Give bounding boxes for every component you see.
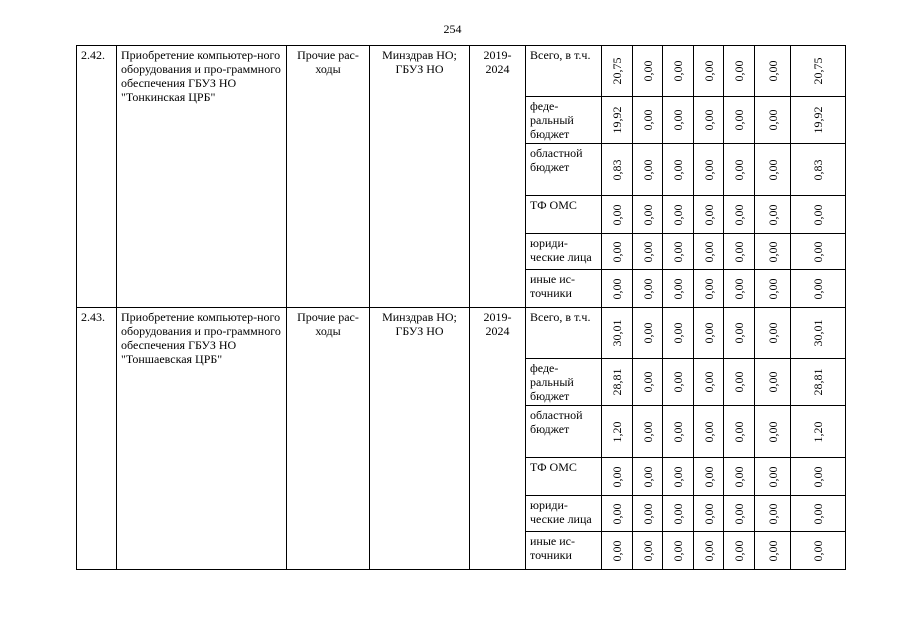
funding-source-label: юриди-ческие лица bbox=[526, 496, 602, 532]
value-cell bbox=[663, 196, 694, 234]
value-text: 0,00 bbox=[701, 466, 716, 487]
value-cell bbox=[791, 46, 846, 97]
value-text: 0,00 bbox=[732, 503, 746, 524]
value-cell bbox=[694, 308, 724, 359]
value-cell bbox=[663, 97, 694, 144]
value-text: 30,01 bbox=[811, 319, 825, 347]
value-cell bbox=[724, 97, 755, 144]
value-text: 0,00 bbox=[701, 421, 716, 442]
value-text: 0,00 bbox=[640, 60, 655, 82]
value-text: 19,92 bbox=[811, 106, 825, 134]
value-text: 0,00 bbox=[671, 371, 685, 393]
value-text: 0,00 bbox=[811, 241, 825, 262]
value-cell bbox=[724, 496, 755, 532]
value-text: 28,81 bbox=[610, 368, 624, 396]
value-text: 0,00 bbox=[610, 466, 624, 487]
value-cell bbox=[724, 532, 755, 570]
value-cell bbox=[602, 234, 633, 270]
value-cell bbox=[755, 144, 791, 196]
value-text: 0,00 bbox=[671, 466, 685, 487]
value-text: 0,00 bbox=[732, 278, 746, 299]
value-cell bbox=[633, 196, 663, 234]
value-text: 0,00 bbox=[732, 466, 746, 487]
value-text: 0,00 bbox=[671, 159, 685, 180]
value-text: 0,00 bbox=[671, 241, 685, 262]
value-cell bbox=[694, 270, 724, 308]
value-text: 0,00 bbox=[610, 503, 624, 524]
value-cell bbox=[791, 234, 846, 270]
value-cell bbox=[724, 270, 755, 308]
funding-source-label: ТФ ОМС bbox=[526, 458, 602, 496]
value-cell bbox=[633, 270, 663, 308]
funding-source-label: юриди-ческие лица bbox=[526, 234, 602, 270]
value-text: 0,00 bbox=[640, 159, 655, 180]
value-text: 0,00 bbox=[640, 204, 655, 225]
value-text: 0,00 bbox=[640, 241, 655, 262]
value-cell bbox=[791, 270, 846, 308]
value-text: 19,92 bbox=[610, 106, 624, 134]
value-cell bbox=[633, 97, 663, 144]
value-cell bbox=[755, 97, 791, 144]
value-cell bbox=[694, 97, 724, 144]
value-cell bbox=[633, 458, 663, 496]
period: 2019-2024 bbox=[470, 308, 526, 570]
value-cell bbox=[663, 458, 694, 496]
value-text: 0,00 bbox=[640, 322, 655, 344]
value-text: 0,00 bbox=[610, 241, 624, 262]
value-cell bbox=[755, 406, 791, 458]
value-cell bbox=[602, 359, 633, 406]
value-cell bbox=[791, 406, 846, 458]
value-text: 0,00 bbox=[732, 421, 746, 442]
value-text: 0,00 bbox=[765, 540, 780, 561]
value-cell bbox=[791, 144, 846, 196]
value-cell bbox=[724, 196, 755, 234]
value-cell bbox=[663, 234, 694, 270]
value-text: 0,00 bbox=[640, 109, 655, 131]
value-text: 0,83 bbox=[811, 159, 825, 180]
value-text: 20,75 bbox=[610, 57, 624, 85]
value-cell bbox=[724, 144, 755, 196]
value-cell bbox=[755, 234, 791, 270]
value-text: 0,00 bbox=[640, 540, 655, 561]
funding-source-label: ТФ ОМС bbox=[526, 196, 602, 234]
value-cell bbox=[694, 532, 724, 570]
value-text: 0,00 bbox=[765, 322, 780, 344]
value-cell bbox=[602, 458, 633, 496]
value-text: 0,00 bbox=[671, 421, 685, 442]
value-text: 0,00 bbox=[765, 503, 780, 524]
value-text: 0,00 bbox=[701, 322, 716, 344]
value-text: 1,20 bbox=[610, 421, 624, 442]
value-text: 0,00 bbox=[610, 204, 624, 225]
funding-source-label: областной бюджет bbox=[526, 406, 602, 458]
value-text: 0,00 bbox=[732, 204, 746, 225]
value-text: 0,00 bbox=[732, 241, 746, 262]
value-text: 0,00 bbox=[811, 204, 825, 225]
value-cell bbox=[663, 308, 694, 359]
value-text: 0,00 bbox=[671, 540, 685, 561]
value-cell bbox=[791, 359, 846, 406]
value-cell bbox=[633, 234, 663, 270]
value-text: 0,00 bbox=[640, 371, 655, 393]
value-cell bbox=[633, 406, 663, 458]
value-cell bbox=[791, 458, 846, 496]
value-cell bbox=[602, 270, 633, 308]
value-cell bbox=[633, 144, 663, 196]
value-cell bbox=[633, 308, 663, 359]
value-text: 30,01 bbox=[610, 319, 624, 347]
value-cell bbox=[602, 144, 633, 196]
period: 2019-2024 bbox=[470, 46, 526, 308]
value-cell bbox=[663, 496, 694, 532]
value-cell bbox=[755, 532, 791, 570]
value-text: 0,00 bbox=[701, 204, 716, 225]
value-cell bbox=[724, 359, 755, 406]
item-name: Приобретение компьютер-ного оборудования и про-граммного обеспечения ГБУЗ НО "Тонкинская ЦРБ" bbox=[117, 46, 287, 308]
value-text: 0,00 bbox=[701, 278, 716, 299]
value-text: 0,00 bbox=[765, 421, 780, 442]
value-text: 0,00 bbox=[765, 109, 780, 131]
expense-type: Прочие рас-ходы bbox=[287, 46, 370, 308]
value-text: 0,00 bbox=[640, 278, 655, 299]
value-text: 0,00 bbox=[811, 503, 825, 524]
value-text: 0,00 bbox=[701, 540, 716, 561]
value-text: 0,00 bbox=[671, 322, 685, 344]
value-text: 0,00 bbox=[671, 109, 685, 131]
value-text: 0,00 bbox=[765, 466, 780, 487]
table-row bbox=[77, 46, 846, 97]
value-cell bbox=[724, 308, 755, 359]
expense-type: Прочие рас-ходы bbox=[287, 308, 370, 570]
value-cell bbox=[663, 406, 694, 458]
value-cell bbox=[724, 406, 755, 458]
funding-source-label: иные ис-точники bbox=[526, 532, 602, 570]
value-cell bbox=[755, 270, 791, 308]
value-text: 0,00 bbox=[765, 278, 780, 299]
value-text: 0,00 bbox=[701, 60, 716, 82]
executor: Минздрав НО; ГБУЗ НО bbox=[370, 46, 470, 308]
value-cell bbox=[633, 532, 663, 570]
value-text: 0,00 bbox=[732, 322, 746, 344]
funding-source-label: Всего, в т.ч. bbox=[526, 46, 602, 97]
value-cell bbox=[694, 196, 724, 234]
value-cell bbox=[663, 46, 694, 97]
value-text: 0,00 bbox=[640, 466, 655, 487]
value-cell bbox=[755, 359, 791, 406]
value-cell bbox=[755, 46, 791, 97]
value-text: 0,00 bbox=[765, 60, 780, 82]
value-cell bbox=[602, 532, 633, 570]
value-text: 28,81 bbox=[811, 368, 825, 396]
funding-source-label: Всего, в т.ч. bbox=[526, 308, 602, 359]
value-cell bbox=[724, 46, 755, 97]
value-cell bbox=[663, 359, 694, 406]
value-text: 0,00 bbox=[671, 278, 685, 299]
value-text: 0,00 bbox=[765, 159, 780, 180]
value-cell bbox=[694, 406, 724, 458]
value-cell bbox=[791, 196, 846, 234]
value-cell bbox=[694, 359, 724, 406]
funding-source-label: иные ис-точники bbox=[526, 270, 602, 308]
value-text: 0,00 bbox=[671, 503, 685, 524]
value-text: 0,00 bbox=[811, 540, 825, 561]
funding-source-label: областной бюджет bbox=[526, 144, 602, 196]
value-text: 0,00 bbox=[701, 503, 716, 524]
value-text: 0,00 bbox=[671, 204, 685, 225]
value-text: 0,00 bbox=[765, 371, 780, 393]
value-text: 1,20 bbox=[811, 421, 825, 442]
value-cell bbox=[602, 46, 633, 97]
value-text: 0,00 bbox=[701, 371, 716, 393]
value-cell bbox=[755, 496, 791, 532]
value-text: 0,83 bbox=[610, 159, 624, 180]
value-text: 0,00 bbox=[765, 241, 780, 262]
value-cell bbox=[791, 308, 846, 359]
value-text: 0,00 bbox=[640, 421, 655, 442]
value-text: 0,00 bbox=[701, 159, 716, 180]
value-cell bbox=[791, 532, 846, 570]
funding-source-label: феде-ральный бюджет bbox=[526, 359, 602, 406]
value-cell bbox=[663, 144, 694, 196]
table-row bbox=[77, 308, 846, 359]
value-cell bbox=[694, 144, 724, 196]
value-cell bbox=[694, 234, 724, 270]
value-cell bbox=[694, 458, 724, 496]
value-cell bbox=[724, 234, 755, 270]
value-cell bbox=[602, 308, 633, 359]
value-cell bbox=[633, 496, 663, 532]
value-cell bbox=[694, 46, 724, 97]
value-text: 0,00 bbox=[732, 540, 746, 561]
value-cell bbox=[724, 458, 755, 496]
item-name: Приобретение компьютер-ного оборудования и про-граммного обеспечения ГБУЗ НО "Тоншаевская ЦРБ" bbox=[117, 308, 287, 570]
value-text: 0,00 bbox=[701, 109, 716, 131]
value-cell bbox=[791, 97, 846, 144]
value-text: 0,00 bbox=[811, 466, 825, 487]
funding-source-label: феде-ральный бюджет bbox=[526, 97, 602, 144]
value-cell bbox=[791, 496, 846, 532]
budget-table bbox=[76, 45, 846, 570]
value-cell bbox=[602, 496, 633, 532]
value-cell bbox=[755, 308, 791, 359]
value-text: 0,00 bbox=[732, 60, 746, 82]
value-cell bbox=[602, 196, 633, 234]
value-cell bbox=[633, 46, 663, 97]
item-number: 2.43. bbox=[77, 308, 117, 570]
value-text: 0,00 bbox=[732, 371, 746, 393]
value-text: 0,00 bbox=[610, 540, 624, 561]
value-cell bbox=[694, 496, 724, 532]
value-cell bbox=[633, 359, 663, 406]
value-text: 0,00 bbox=[811, 278, 825, 299]
value-text: 0,00 bbox=[610, 278, 624, 299]
value-cell bbox=[755, 196, 791, 234]
value-text: 0,00 bbox=[701, 241, 716, 262]
executor: Минздрав НО; ГБУЗ НО bbox=[370, 308, 470, 570]
value-text: 20,75 bbox=[811, 57, 825, 85]
value-cell bbox=[663, 270, 694, 308]
item-number: 2.42. bbox=[77, 46, 117, 308]
value-cell bbox=[602, 97, 633, 144]
value-text: 0,00 bbox=[732, 159, 746, 180]
value-text: 0,00 bbox=[671, 60, 685, 82]
value-text: 0,00 bbox=[640, 503, 655, 524]
value-text: 0,00 bbox=[732, 109, 746, 131]
value-cell bbox=[755, 458, 791, 496]
value-text: 0,00 bbox=[765, 204, 780, 225]
page-number: 254 bbox=[443, 22, 462, 36]
value-cell bbox=[663, 532, 694, 570]
value-cell bbox=[602, 406, 633, 458]
